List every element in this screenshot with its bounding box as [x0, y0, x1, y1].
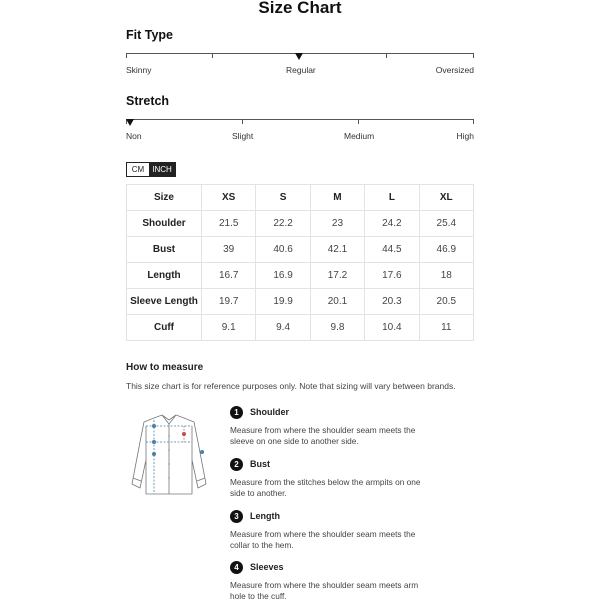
table-header-cell: XS — [202, 185, 256, 211]
step-number-badge: 4 — [230, 561, 243, 574]
table-row — [127, 315, 474, 341]
row-label: Length — [127, 263, 202, 289]
table-row — [127, 289, 474, 315]
unit-inch-button[interactable]: INCH — [149, 163, 175, 176]
table-cell: 20.3 — [365, 289, 419, 315]
table-cell: 21.5 — [202, 211, 256, 237]
how-to-measure-title: How to measure — [126, 362, 204, 373]
stretch-tick — [358, 119, 359, 124]
table-cell: 46.9 — [419, 237, 473, 263]
fit-type-tick — [473, 53, 474, 58]
step-name: Length — [250, 511, 280, 521]
step-number-badge: 3 — [230, 510, 243, 523]
row-label: Cuff — [127, 315, 202, 341]
table-row — [127, 211, 474, 237]
table-cell: 16.7 — [202, 263, 256, 289]
stretch-option-non: Non — [126, 131, 142, 141]
fit-type-tick — [212, 53, 213, 58]
stretch-label: Stretch — [126, 94, 170, 108]
table-header-cell: M — [310, 185, 364, 211]
fit-type-option-skinny: Skinny — [126, 65, 152, 75]
unit-cm-button[interactable]: CM — [127, 163, 149, 176]
step-description: Measure from where the shoulder seam meets the collar to the hem. — [230, 529, 416, 550]
table-cell: 20.5 — [419, 289, 473, 315]
table-cell: 9.1 — [202, 315, 256, 341]
table-cell: 11 — [419, 315, 473, 341]
stretch-option-medium: Medium — [344, 131, 375, 141]
table-header-cell: Size — [127, 185, 202, 211]
step-name: Sleeves — [250, 562, 284, 572]
table-cell: 19.9 — [256, 289, 310, 315]
page-title: Size Chart — [258, 0, 342, 17]
table-cell: 20.1 — [310, 289, 364, 315]
stretch-option-high: High — [456, 131, 474, 141]
stretch-scale-line — [126, 119, 474, 120]
stretch-tick — [473, 119, 474, 124]
step-description: Measure from where the shoulder seam meets the sleeve on one side to another side. — [230, 425, 416, 446]
shirt-diagram-icon — [124, 412, 214, 500]
step-description: Measure from where the shoulder seam meets arm hole to the cuff. — [230, 580, 419, 600]
table-cell: 10.4 — [365, 315, 419, 341]
stretch-tick — [242, 119, 243, 124]
table-cell: 17.2 — [310, 263, 364, 289]
table-cell: 39 — [202, 237, 256, 263]
step-name: Bust — [250, 459, 270, 469]
step-number-badge: 1 — [230, 406, 243, 419]
table-cell: 40.6 — [256, 237, 310, 263]
row-label: Bust — [127, 237, 202, 263]
table-cell: 18 — [419, 263, 473, 289]
step-description: Measure from the stitches below the armpits on one side to another. — [230, 477, 421, 498]
unit-toggle — [126, 162, 176, 177]
table-header-cell: L — [365, 185, 419, 211]
table-cell: 25.4 — [419, 211, 473, 237]
table-cell: 16.9 — [256, 263, 310, 289]
table-cell: 19.7 — [202, 289, 256, 315]
table-cell: 9.8 — [310, 315, 364, 341]
stretch-scale — [126, 119, 474, 125]
table-cell: 23 — [310, 211, 364, 237]
size-table — [126, 184, 474, 341]
table-header-row — [127, 185, 474, 211]
table-row — [127, 237, 474, 263]
table-row — [127, 263, 474, 289]
table-cell: 42.1 — [310, 237, 364, 263]
fit-type-option-regular: Regular — [286, 65, 316, 75]
row-label: Shoulder — [127, 211, 202, 237]
table-cell: 17.6 — [365, 263, 419, 289]
table-header-cell: S — [256, 185, 310, 211]
table-cell: 22.2 — [256, 211, 310, 237]
fit-type-scale — [126, 53, 474, 59]
table-cell: 9.4 — [256, 315, 310, 341]
fit-type-label: Fit Type — [126, 28, 173, 42]
table-cell: 24.2 — [365, 211, 419, 237]
stretch-selected-marker — [126, 119, 134, 126]
row-label: Sleeve Length — [127, 289, 202, 315]
how-to-measure-note: This size chart is for reference purposes only. Note that sizing will vary between brands. — [126, 381, 456, 391]
step-name: Shoulder — [250, 407, 290, 417]
fit-type-option-oversized: Oversized — [435, 65, 474, 75]
stretch-option-slight: Slight — [232, 131, 254, 141]
fit-type-selected-marker — [295, 53, 303, 60]
fit-type-tick — [126, 53, 127, 58]
fit-type-tick — [386, 53, 387, 58]
table-header-cell: XL — [419, 185, 473, 211]
step-number-badge: 2 — [230, 458, 243, 471]
table-cell: 44.5 — [365, 237, 419, 263]
